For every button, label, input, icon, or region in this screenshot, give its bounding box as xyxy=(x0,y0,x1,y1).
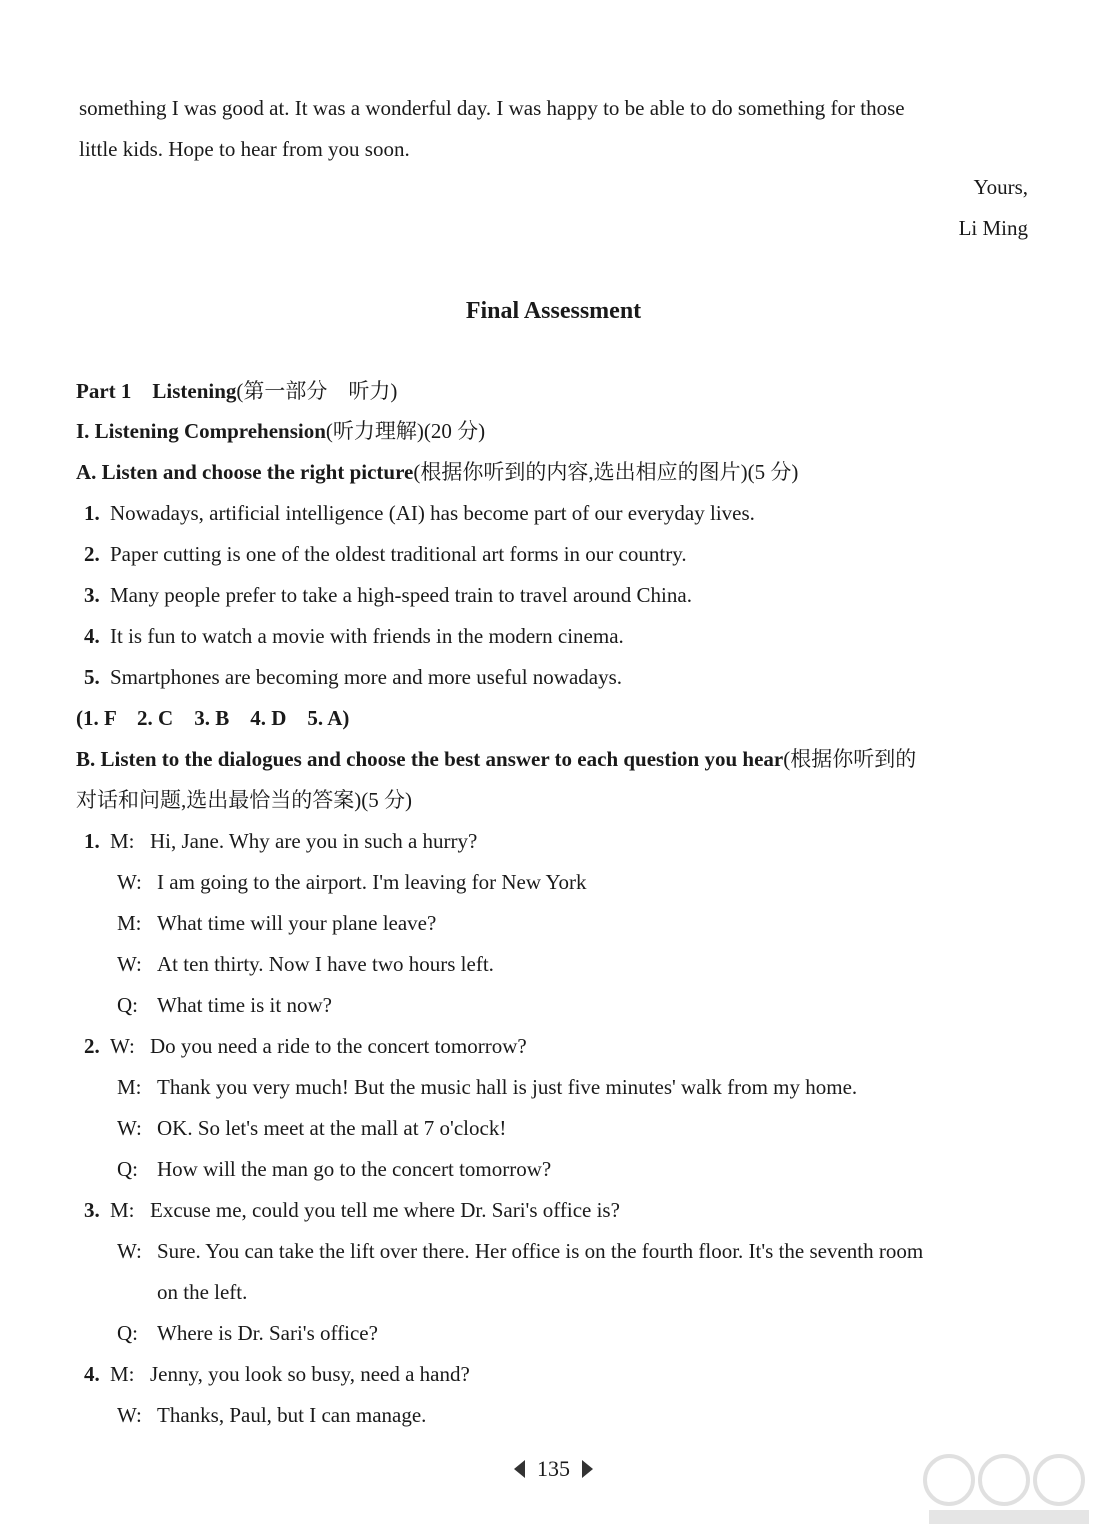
speaker: Q: xyxy=(117,993,138,1017)
left-arrow-icon xyxy=(514,1460,525,1478)
dialogue-3-line xyxy=(84,1200,620,1221)
dialogue-text: What time is it now? xyxy=(157,993,332,1017)
sectionA-heading xyxy=(76,462,798,483)
speaker: M: xyxy=(110,1198,135,1222)
speaker: Q: xyxy=(117,1321,138,1345)
speaker: W: xyxy=(117,1239,142,1263)
dialogue-4-line xyxy=(117,1405,426,1426)
dialogue-text: Sure. You can take the lift over there. Her office is on the fourth floor. It's the seventh room xyxy=(157,1239,924,1263)
speaker: W: xyxy=(117,870,142,894)
letter-closing: Yours, xyxy=(973,175,1028,199)
item-text: Many people prefer to take a high-speed train to travel around China. xyxy=(110,583,692,607)
sectionA-heading-cn: (根据你听到的内容,选出相应的图片)(5 分) xyxy=(413,460,799,484)
dialogue-text: Do you need a ride to the concert tomorrow? xyxy=(150,1034,527,1058)
dialogue-2-line xyxy=(117,1118,506,1139)
part1-heading-en: Part 1 Listening xyxy=(76,379,237,403)
speaker: W: xyxy=(110,1034,135,1058)
sectionA-item xyxy=(84,585,692,606)
dialogue-3-question xyxy=(117,1323,378,1344)
speaker: W: xyxy=(117,1116,142,1140)
dialogue-number: 3. xyxy=(84,1198,100,1222)
right-arrow-icon xyxy=(582,1460,593,1478)
dialogue-1-line xyxy=(84,831,477,852)
sectionA-item xyxy=(84,503,755,524)
item-text: It is fun to watch a movie with friends in the modern cinema. xyxy=(110,624,624,648)
part1-heading xyxy=(76,381,397,402)
dialogue-text: What time will your plane leave? xyxy=(157,911,437,935)
dialogue-text: Thank you very much! But the music hall is just five minutes' walk from my home. xyxy=(157,1075,858,1099)
speaker: M: xyxy=(110,829,135,853)
sectionA-heading-en: A. Listen and choose the right picture xyxy=(76,460,414,484)
page-title: Final Assessment xyxy=(465,298,642,324)
dialogue-text: I am going to the airport. I'm leaving for New York xyxy=(157,870,587,894)
dialogue-2-line xyxy=(117,1077,857,1098)
dialogue-text: OK. So let's meet at the mall at 7 o'clock! xyxy=(157,1116,507,1140)
dialogue-1-line xyxy=(117,954,494,975)
dialogue-3-line-cont: on the left. xyxy=(157,1280,248,1304)
item-number: 3. xyxy=(84,583,100,607)
sectionB-heading xyxy=(76,749,916,770)
letter-signature: Li Ming xyxy=(958,216,1028,240)
dialogue-number: 4. xyxy=(84,1362,100,1386)
page-number: 135 xyxy=(537,1456,570,1481)
sectionA-item xyxy=(84,626,624,647)
item-text: Paper cutting is one of the oldest traditional art forms in our country. xyxy=(110,542,687,566)
letter-line-1: something I was good at. It was a wonderful day. I was happy to be able to do something for those xyxy=(79,96,905,120)
item-number: 1. xyxy=(84,501,100,525)
dialogue-text: At ten thirty. Now I have two hours left. xyxy=(157,952,494,976)
sectionA-item xyxy=(84,667,622,688)
sectionB-heading-en: B. Listen to the dialogues and choose the best answer to each question you hear xyxy=(76,747,784,771)
dialogue-number: 1. xyxy=(84,829,100,853)
part1-heading-cn: (第一部分 听力) xyxy=(236,379,398,403)
dialogue-1-question xyxy=(117,995,332,1016)
item-text: Nowadays, artificial intelligence (AI) has become part of our everyday lives. xyxy=(110,501,755,525)
sectionB-heading-cont: 对话和问题,选出最恰当的答案)(5 分) xyxy=(76,788,412,812)
section1-heading-cn: (听力理解)(20 分) xyxy=(325,419,486,443)
dialogue-text: How will the man go to the concert tomorrow? xyxy=(157,1157,552,1181)
dialogue-text: Hi, Jane. Why are you in such a hurry? xyxy=(150,829,478,853)
sectionA-item xyxy=(84,544,687,565)
speaker: M: xyxy=(117,1075,142,1099)
dialogue-text: Where is Dr. Sari's office? xyxy=(157,1321,378,1345)
watermark-logo-icon xyxy=(919,1440,1099,1530)
dialogue-1-line xyxy=(117,872,587,893)
dialogue-text: Excuse me, could you tell me where Dr. Sari's office is? xyxy=(150,1198,620,1222)
speaker: M: xyxy=(110,1362,135,1386)
dialogue-1-line xyxy=(117,913,436,934)
dialogue-4-line xyxy=(84,1364,470,1385)
speaker: Q: xyxy=(117,1157,138,1181)
item-text: Smartphones are becoming more and more useful nowadays. xyxy=(110,665,623,689)
letter-line-2: little kids. Hope to hear from you soon. xyxy=(79,137,410,161)
section1-heading xyxy=(76,421,485,442)
dialogue-text: Thanks, Paul, but I can manage. xyxy=(157,1403,427,1427)
item-number: 4. xyxy=(84,624,100,648)
item-number: 2. xyxy=(84,542,100,566)
dialogue-text: Jenny, you look so busy, need a hand? xyxy=(150,1362,470,1386)
speaker: W: xyxy=(117,952,142,976)
sectionB-heading-cn: (根据你听到的 xyxy=(783,747,917,771)
dialogue-2-question xyxy=(117,1159,551,1180)
speaker: W: xyxy=(117,1403,142,1427)
dialogue-3-line xyxy=(117,1241,923,1262)
dialogue-number: 2. xyxy=(84,1034,100,1058)
sectionA-answers: (1. F 2. C 3. B 4. D 5. A) xyxy=(76,706,350,730)
dialogue-2-line xyxy=(84,1036,527,1057)
section1-heading-en: I. Listening Comprehension xyxy=(76,419,326,443)
item-number: 5. xyxy=(84,665,100,689)
speaker: M: xyxy=(117,911,142,935)
